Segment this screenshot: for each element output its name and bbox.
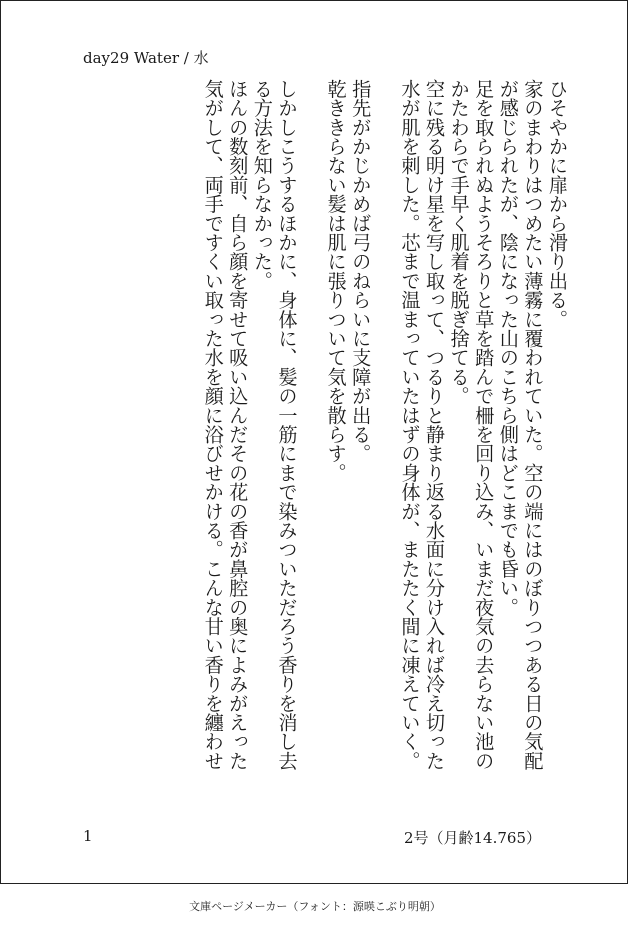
generator-credit: 文庫ページメーカー（フォント：源暎こぶり明朝）	[189, 900, 441, 913]
text-line: 足を取られぬようそろりと草を踏んで柵を回り込み、いまだ夜気の去らない池の	[472, 79, 496, 771]
page-title: day29 Water / 水	[83, 49, 209, 67]
font-size-note: 2号（月齢14.765）	[403, 829, 541, 847]
text-line: かたわらで手早く肌着を脱ぎ捨てる。	[447, 79, 471, 406]
text-line: 家のまわりはつめたい薄霧に覆われていた。空の端にはのぼりつつある日の気配	[521, 79, 545, 771]
blank-line	[298, 79, 323, 799]
page-number: 1	[83, 827, 93, 845]
text-line: 乾ききらない髪は肌に張りついて気を散らす。	[324, 79, 348, 483]
text-line: 気がして、両手ですくい取った水を顔に浴びせかける。こんな甘い香りを纏わせ	[201, 79, 225, 771]
text-line: が感じられたが、陰になった山のこちら側はどこまでも昏い。	[496, 79, 520, 617]
text-line: 空に残る明け星を写し取って、つるりと静まり返る水面に分け入れば冷え切った	[423, 79, 447, 771]
text-line: ほんの数刻前、自ら顔を寄せて吸い込んだその花の香が鼻腔の奥によみがえった	[226, 79, 250, 771]
text-line: る方法を知らなかった。	[250, 79, 274, 291]
text-line: しかしこうするほかに、身体に、髪の一筋にまで染みついただろう香りを消し去	[275, 79, 299, 771]
text-line: 指先がかじかめば弓のねらいに支障が出る。	[349, 79, 373, 463]
text-line: 水が肌を刺した。芯まで温まっていたはずの身体が、またたく間に凍えていく。	[398, 79, 422, 771]
vertical-body-text	[200, 79, 569, 799]
blank-line	[372, 79, 397, 799]
text-line: ひそやかに扉から滑り出る。	[546, 79, 569, 329]
